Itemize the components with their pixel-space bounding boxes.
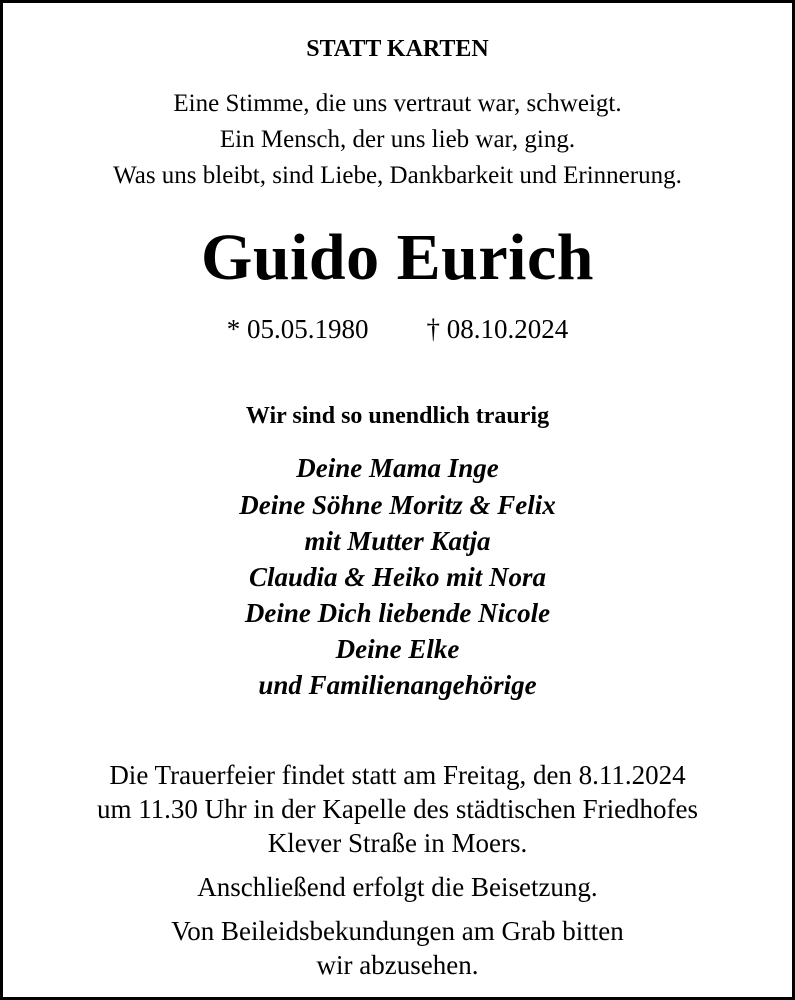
condolence-line: Von Beileidsbekundungen am Grab bitten xyxy=(171,916,624,946)
life-dates xyxy=(3,314,792,345)
service-line: Die Trauerfeier findet statt am Freitag, den 8.11.2024 xyxy=(109,760,686,790)
service-line: Klever Straße in Moers. xyxy=(267,828,528,858)
mourner-line: Deine Dich liebende Nicole xyxy=(244,598,551,628)
mourner-line: Deine Söhne Moritz & Felix xyxy=(239,490,556,520)
verse-line: Ein Mensch, der uns lieb war, ging. xyxy=(219,126,576,153)
mourner-line: Claudia & Heiko mit Nora xyxy=(248,562,547,592)
verse-line: Was uns bleibt, sind Liebe, Dankbarkeit und Erinnerung. xyxy=(113,162,682,189)
notice-heading: STATT KARTEN xyxy=(306,36,489,62)
mourner-line: mit Mutter Katja xyxy=(304,526,491,556)
mourner-line: Deine Mama Inge xyxy=(296,453,499,483)
death-date: † 08.10.2024 xyxy=(426,314,569,344)
deceased-name: Guido Eurich xyxy=(201,221,594,294)
service-line: um 11.30 Uhr in der Kapelle des städtischen Friedhofes xyxy=(96,794,699,824)
birth-date: * 05.05.1980 xyxy=(226,314,369,344)
mourner-line: Deine Elke xyxy=(335,634,460,664)
grief-statement: Wir sind so unendlich traurig xyxy=(245,403,550,429)
condolence-line: wir abzusehen. xyxy=(316,950,479,980)
mourner-line: und Familienangehörige xyxy=(258,670,537,700)
verse-line: Eine Stimme, die uns vertraut war, schweigt. xyxy=(173,90,622,117)
burial-note: Anschließend erfolgt die Beisetzung. xyxy=(197,872,598,902)
